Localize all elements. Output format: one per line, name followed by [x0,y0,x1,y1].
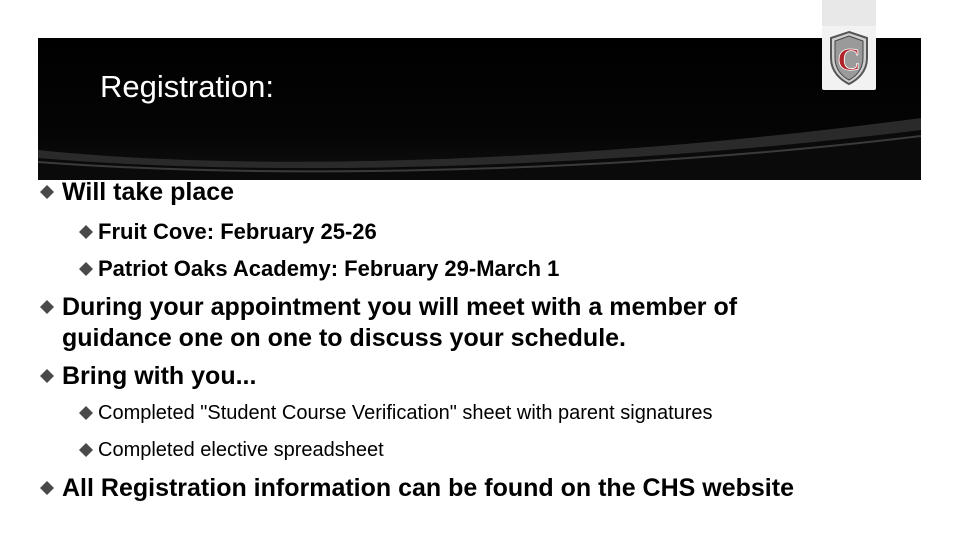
bullet-text: Bring with you... [62,362,257,390]
slide-title: Registration: [100,69,275,104]
bullet-text: Completed "Student Course Verification" sheet with parent signatures [98,402,713,424]
sub-bullet-item [78,219,377,245]
bullet-text: Completed elective spreadsheet [98,439,384,461]
diamond-bullet-icon [38,183,56,201]
bullet-text: All Registration information can be found on the CHS website [62,474,794,502]
diamond-bullet-icon [38,479,56,497]
diamond-bullet-icon [78,405,94,421]
diamond-bullet-icon [38,298,56,316]
svg-text:C: C [837,41,861,77]
bullet-item [38,472,794,504]
bullet-continuation [62,322,626,354]
bullet-item [38,360,256,392]
sub-bullet-item [78,437,384,463]
bullet-text: guidance one on one to discuss your schedule. [62,324,626,352]
diamond-bullet-icon [78,224,94,240]
sub-bullet-item [78,256,559,282]
bullet-text: Patriot Oaks Academy: February 29-March 1 [98,256,560,281]
diamond-bullet-icon [78,261,94,277]
sub-bullet-item [78,400,713,426]
bullet-text: Fruit Cove: February 25-26 [98,219,377,244]
bullet-text: Will take place [62,178,235,206]
bullet-item [38,176,234,208]
bullet-text: During your appointment you will meet with a member of [62,293,738,321]
bullet-item [38,291,737,323]
diamond-bullet-icon [38,367,56,385]
diamond-bullet-icon [78,442,94,458]
